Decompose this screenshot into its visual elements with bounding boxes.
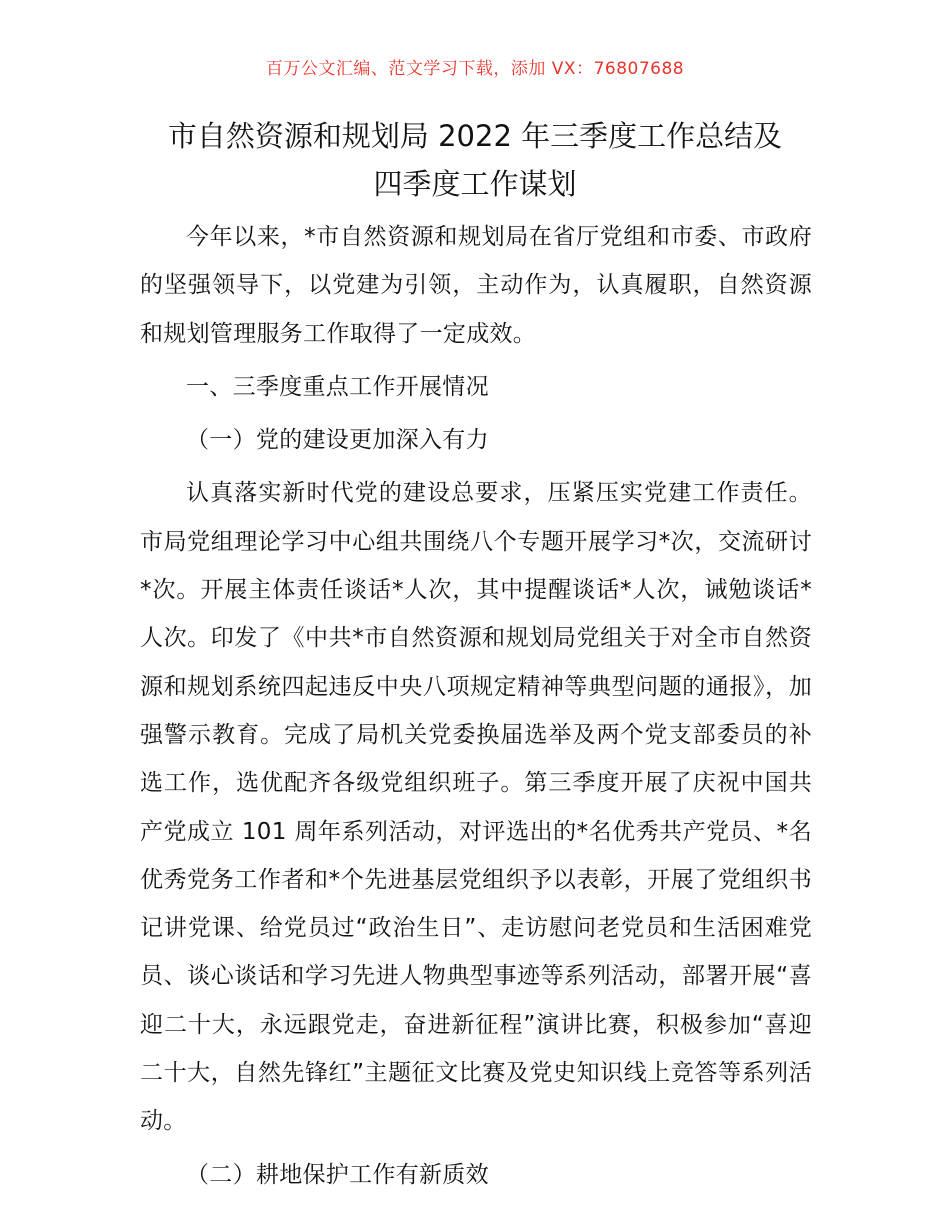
title-line-1: 市自然资源和规划局 2022 年三季度工作总结及 xyxy=(167,119,783,153)
intro-paragraph: 今年以来，*市自然资源和规划局在省厅党组和市委、市政府的坚强领导下，以党建为引领，主动作为，认真履职，自然资源和规划管理服务工作取得了一定成效。 xyxy=(140,224,812,347)
section-heading-1: 一、三季度重点工作开展情况 xyxy=(186,373,489,400)
subsection-title-2: （二）耕地保护工作有新质效 xyxy=(186,1161,489,1188)
subsection-title-1: （一）党的建设更加深入有力 xyxy=(186,427,489,454)
header-watermark-note: 百万公文汇编、范文学习下载，添加 VX：76807688 xyxy=(265,59,685,79)
title-line-2: 四季度工作谋划 xyxy=(373,167,577,201)
document-body xyxy=(140,213,812,1199)
document-title xyxy=(120,112,830,208)
subsection-body-1: 认真落实新时代党的建设总要求，压紧压实党建工作责任。市局党组理论学习中心组共围绕八个专题开展学习*次，交流研讨*次。开展主体责任谈话*人次，其中提醒谈话*人次，诫勉谈话*人次。印发了《中共*市自然资源和规划局党组关于对全市自然资源和规划系统四起违反中央八项规定精神等典型问题的通报》，加强警示教育。完成了局机关党委换届选举及两个党支部委员的补选工作，选优配齐各级党组织班子。第三季度开展了庆祝中国共产党成立 101 周年系列活动，对评选出的*名优秀共产党员、*名优秀党务工作者和*个先进基层党组织予以表彰，开展了党组织书记讲党课、给党员过“政治生日”、走访慰问老党员和生活困难党员、谈心谈话和学习先进人物典型事迹等系列活动，部署开展“喜迎二十大，永远跟党走，奋进新征程”演讲比赛，积极参加“喜迎二十大，自然先锋红”主题征文比赛及党史知识线上竞答等系列活动。 xyxy=(140,480,812,1135)
